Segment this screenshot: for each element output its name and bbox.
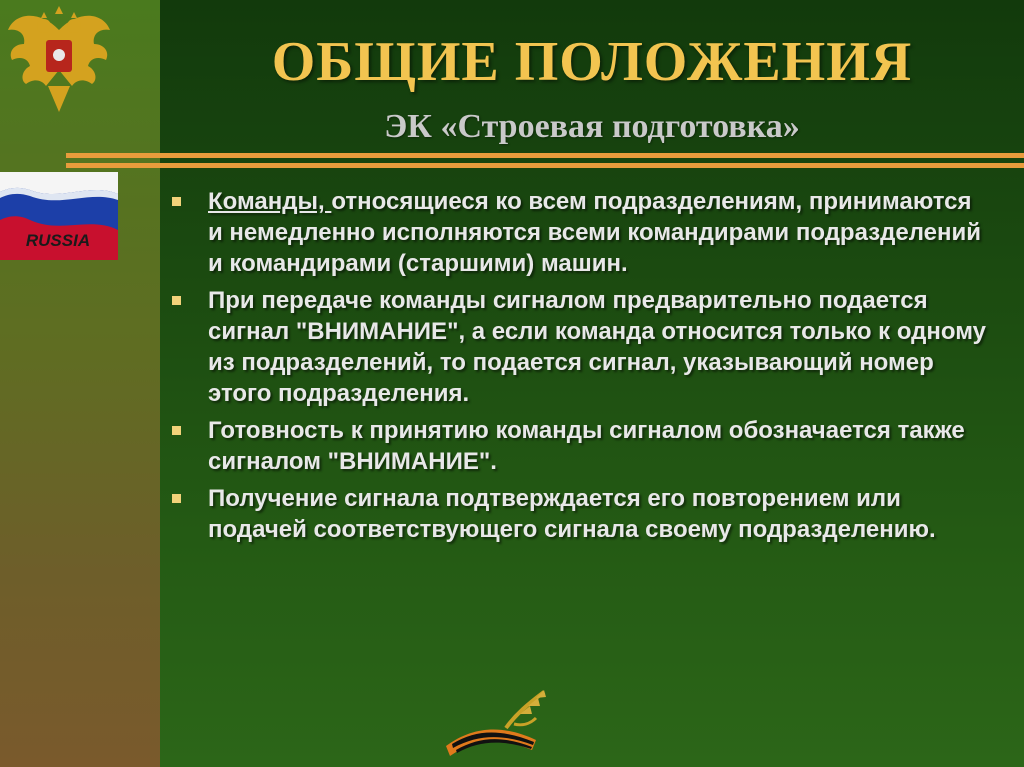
bullet-icon	[172, 296, 181, 305]
title-divider-top	[66, 153, 1024, 158]
list-item	[168, 186, 988, 279]
list-item	[168, 285, 988, 409]
russian-flag-icon	[0, 172, 118, 260]
slide-title: ОБЩИЕ ПОЛОЖЕНИЯ	[271, 31, 913, 93]
bullet-text: Получение сигнала подтверждается его повторением или подачей соответствующего сигнала своему подразделению.	[208, 485, 936, 543]
slide-subtitle: ЭК «Строевая подготовка»	[384, 108, 800, 145]
bullet-text: относящиеся ко всем подразделениям, принимаются и немедленно исполняются всеми командирами подразделений и командирами (старшими) машин.	[208, 188, 982, 277]
list-item	[168, 483, 988, 545]
title-divider-bottom	[66, 163, 1024, 168]
flag-label: RUSSIA	[25, 231, 91, 250]
bullet-icon	[172, 197, 181, 206]
st-george-ribbon-icon	[436, 684, 566, 764]
list-item	[168, 415, 988, 477]
bullet-icon	[172, 494, 181, 503]
bullet-list	[168, 186, 988, 551]
bullet-lead: Команды,	[208, 188, 332, 215]
bullet-text: Готовность к принятию команды сигналом обозначается также сигналом "ВНИМАНИЕ".	[208, 417, 965, 475]
bullet-icon	[172, 426, 181, 435]
coat-of-arms-icon	[0, 0, 118, 118]
bullet-text: При передаче команды сигналом предварительно подается сигнал "ВНИМАНИЕ", а если команда относится только к одному из подразделений, то подается сигнал, указывающий номер этого подразделения.	[208, 287, 987, 407]
